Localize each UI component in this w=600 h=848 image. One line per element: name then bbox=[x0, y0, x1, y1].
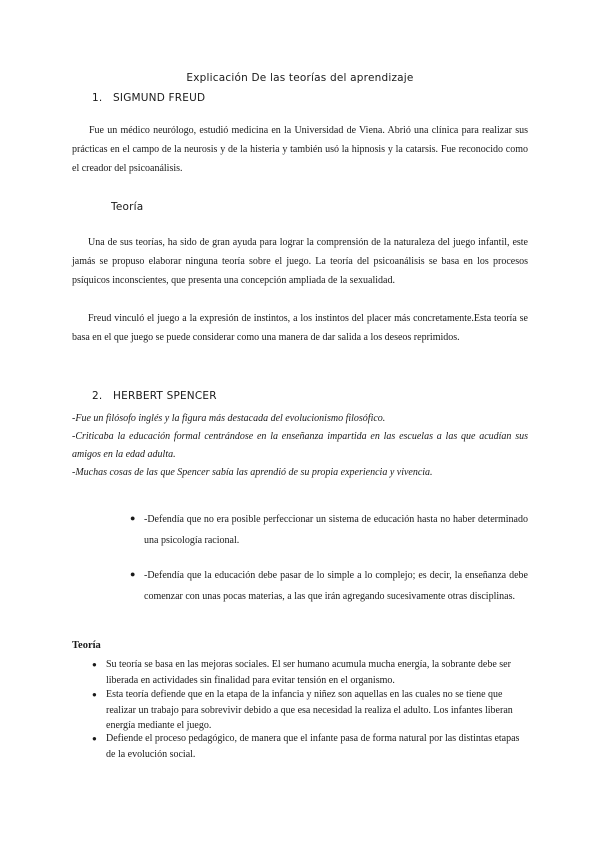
spencer-heading: 2. HERBERT SPENCER bbox=[92, 390, 217, 402]
spencer-teoria-heading: Teoría bbox=[72, 640, 101, 651]
freud-teoria-paragraph-2: Freud vinculó el juego a la expresión de instintos, a los instintos del placer más concretamente.Esta teoría se basa en el que juego se puede considerar como una manera de dar salida a los deseos reprimidos. bbox=[72, 313, 528, 343]
spencer-belief-text: -Defendía que no era posible perfeccionar un sistema de educación hasta no haber determinado una psicología racional. bbox=[144, 514, 528, 546]
bullet-icon: ● bbox=[92, 734, 97, 743]
spencer-belief-1 bbox=[130, 509, 528, 551]
spencer-teoria-item-3 bbox=[92, 731, 528, 762]
spencer-belief-2 bbox=[130, 565, 528, 607]
freud-heading: 1. SIGMUND FREUD bbox=[92, 92, 206, 104]
freud-teoria-paragraph-1: Una de sus teorías, ha sido de gran ayuda para lograr la comprensión de la naturaleza del juego infantil, este jamás se propuso elaborar ninguna teoría sobre el juego. La teoría del psicoanálisis se basa en los procesos psíquicos inconscientes, que presenta una concepción ampliada de la sexualidad. bbox=[72, 237, 528, 286]
spencer-fact: -Criticaba la educación formal centrándose en la enseñanza impartida en las escuelas a las que acudían sus amigos en la edad adulta. bbox=[72, 431, 528, 460]
spencer-belief-text: -Defendía que la educación debe pasar de lo simple a lo complejo; es decir, la enseñanza debe comenzar con unas pocas materias, a las que irán agregando sucesivamente otras disciplinas. bbox=[144, 570, 528, 602]
spencer-teoria-item-1 bbox=[92, 657, 528, 688]
bullet-icon: ● bbox=[130, 513, 136, 523]
bullet-icon: ● bbox=[130, 569, 136, 579]
spencer-teoria-text: Su teoría se basa en las mejoras sociales. El ser humano acumula mucha energía, la sobrante debe ser liberada en actividades sin finalidad para evitar tensión en el organismo. bbox=[106, 659, 511, 686]
spencer-facts bbox=[72, 410, 528, 482]
bullet-icon: ● bbox=[92, 690, 97, 699]
bullet-icon: ● bbox=[92, 660, 97, 669]
freud-bio: Fue un médico neurólogo, estudió medicina en la Universidad de Viena. Abrió una clínica para realizar sus prácticas en el campo de la neurosis y de la histeria y también usó la hipnosis y la catarsis. Fue reconocido como el creador del psicoanálisis. bbox=[72, 125, 528, 174]
spencer-fact: -Fue un filósofo inglés y la figura más destacada del evolucionismo filosófico. bbox=[72, 413, 386, 424]
spencer-teoria-item-2 bbox=[92, 687, 528, 734]
spencer-fact: -Muchas cosas de las que Spencer sabía las aprendió de su propia experiencia y vivencia. bbox=[72, 467, 433, 478]
spencer-teoria-text: Defiende el proceso pedagógico, de manera que el infante pasa de forma natural por las distintas etapas de la evolución social. bbox=[106, 733, 520, 760]
document-title: Explicación De las teorías del aprendizaje bbox=[186, 72, 414, 84]
spencer-teoria-text: Esta teoría defiende que en la etapa de la infancia y niñez son aquellas en las cuales no se tiene que realizar un trabajo para sobrevivir debido a que esa necesidad la realiza el adulto. Los infantes liberan energía mediante el juego. bbox=[106, 689, 513, 731]
freud-teoria-heading: Teoría bbox=[111, 201, 144, 213]
